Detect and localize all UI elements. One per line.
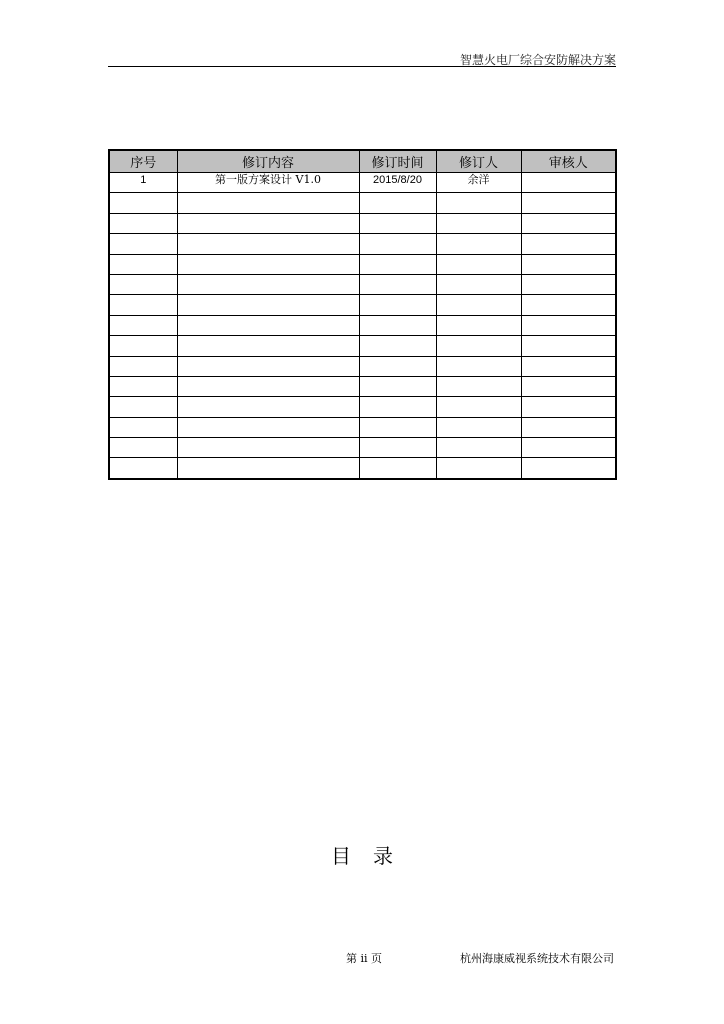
cell-reviser xyxy=(436,193,521,213)
cell-reviser xyxy=(436,295,521,315)
table-row xyxy=(109,376,616,396)
cell-reviser xyxy=(436,336,521,356)
cell-reviser xyxy=(436,376,521,396)
cell-index xyxy=(109,193,177,213)
cell-date xyxy=(359,458,436,479)
cell-date xyxy=(359,234,436,254)
cell-date xyxy=(359,376,436,396)
cell-content xyxy=(177,254,359,274)
cell-reviewer xyxy=(521,173,616,193)
column-header-date: 修订时间 xyxy=(359,150,436,173)
cell-index xyxy=(109,397,177,417)
cell-date xyxy=(359,213,436,233)
cell-reviewer xyxy=(521,336,616,356)
table-row xyxy=(109,397,616,417)
cell-reviser xyxy=(436,438,521,458)
cell-reviewer xyxy=(521,417,616,437)
cell-reviser: 余洋 xyxy=(436,173,521,193)
cell-date xyxy=(359,274,436,294)
cell-reviewer xyxy=(521,315,616,335)
cell-date xyxy=(359,254,436,274)
cell-content xyxy=(177,234,359,254)
cell-content xyxy=(177,295,359,315)
table-row xyxy=(109,213,616,233)
cell-index xyxy=(109,315,177,335)
cell-index: 1 xyxy=(109,173,177,193)
cell-content xyxy=(177,193,359,213)
cell-reviser xyxy=(436,356,521,376)
cell-date xyxy=(359,356,436,376)
toc-title: 目录 xyxy=(331,844,415,868)
cell-reviewer xyxy=(521,458,616,479)
footer-page-number: 第 ii 页 xyxy=(346,952,383,965)
table-row xyxy=(109,234,616,254)
cell-reviser xyxy=(436,234,521,254)
column-header-content: 修订内容 xyxy=(177,150,359,173)
cell-date xyxy=(359,417,436,437)
cell-reviewer xyxy=(521,213,616,233)
table-row xyxy=(109,356,616,376)
table-row xyxy=(109,193,616,213)
cell-content xyxy=(177,438,359,458)
cell-index xyxy=(109,254,177,274)
cell-index xyxy=(109,336,177,356)
cell-reviser xyxy=(436,274,521,294)
cell-content xyxy=(177,417,359,437)
cell-index xyxy=(109,234,177,254)
cell-reviser xyxy=(436,397,521,417)
cell-index xyxy=(109,213,177,233)
cell-date xyxy=(359,336,436,356)
cell-index xyxy=(109,417,177,437)
cell-index xyxy=(109,274,177,294)
revision-table-body xyxy=(109,173,616,479)
table-row xyxy=(109,315,616,335)
cell-content xyxy=(177,315,359,335)
cell-index xyxy=(109,295,177,315)
cell-reviser xyxy=(436,417,521,437)
cell-content xyxy=(177,274,359,294)
running-header-title: 智慧火电厂综合安防解决方案 xyxy=(459,53,616,67)
header-rule xyxy=(108,66,616,67)
footer-company-name: 杭州海康威视系统技术有限公司 xyxy=(460,952,614,965)
table-header-row xyxy=(109,150,616,173)
cell-content xyxy=(177,356,359,376)
table-row xyxy=(109,274,616,294)
cell-date xyxy=(359,193,436,213)
cell-content: 第一版方案设计 V1.0 xyxy=(177,173,359,193)
table-row xyxy=(109,417,616,437)
cell-index xyxy=(109,356,177,376)
cell-reviewer xyxy=(521,356,616,376)
cell-reviewer xyxy=(521,193,616,213)
cell-index xyxy=(109,458,177,479)
cell-reviser xyxy=(436,213,521,233)
cell-index xyxy=(109,438,177,458)
column-header-reviser: 修订人 xyxy=(436,150,521,173)
cell-content xyxy=(177,336,359,356)
cell-reviser xyxy=(436,458,521,479)
cell-content xyxy=(177,397,359,417)
cell-reviser xyxy=(436,315,521,335)
cell-date: 2015/8/20 xyxy=(359,173,436,193)
cell-date xyxy=(359,295,436,315)
table-row xyxy=(109,295,616,315)
table-row xyxy=(109,254,616,274)
cell-content xyxy=(177,458,359,479)
revision-history-table xyxy=(108,149,617,480)
cell-content xyxy=(177,376,359,396)
cell-reviewer xyxy=(521,254,616,274)
cell-content xyxy=(177,213,359,233)
cell-reviewer xyxy=(521,376,616,396)
table-row xyxy=(109,336,616,356)
cell-date xyxy=(359,438,436,458)
cell-reviewer xyxy=(521,295,616,315)
cell-reviewer xyxy=(521,234,616,254)
column-header-reviewer: 审核人 xyxy=(521,150,616,173)
cell-date xyxy=(359,315,436,335)
cell-date xyxy=(359,397,436,417)
table-row xyxy=(109,458,616,479)
cell-index xyxy=(109,376,177,396)
cell-reviewer xyxy=(521,438,616,458)
column-header-index: 序号 xyxy=(109,150,177,173)
cell-reviewer xyxy=(521,397,616,417)
table-row xyxy=(109,438,616,458)
cell-reviser xyxy=(436,254,521,274)
table-row xyxy=(109,173,616,193)
cell-reviewer xyxy=(521,274,616,294)
